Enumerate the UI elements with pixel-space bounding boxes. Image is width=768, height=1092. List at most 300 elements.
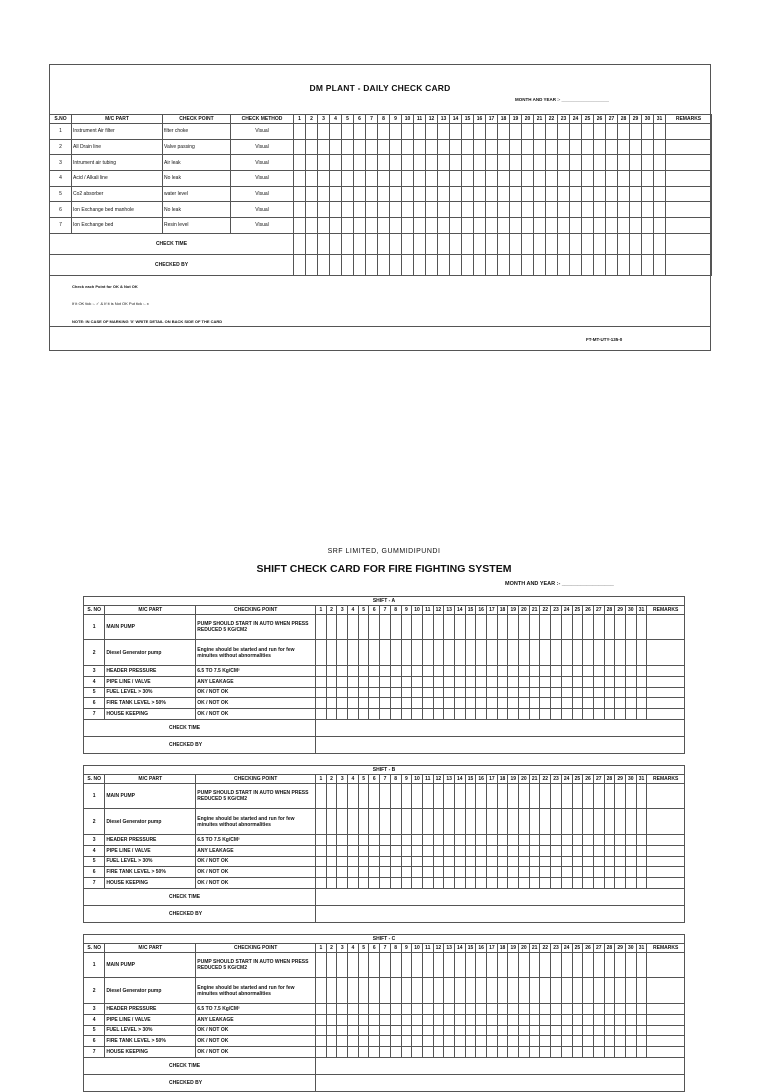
- day-cell: [593, 1036, 604, 1047]
- dm-header-row: [50, 115, 712, 124]
- day-cell: [561, 878, 572, 889]
- day-cell: [487, 784, 498, 809]
- day-cell: [474, 124, 486, 140]
- day-cell: [422, 1047, 433, 1058]
- day-cell: [540, 784, 551, 809]
- day-cell: [583, 867, 594, 878]
- day-cell: [654, 124, 666, 140]
- day-cell: [618, 233, 630, 254]
- day-cell: [534, 124, 546, 140]
- day-cell: [358, 1004, 369, 1015]
- day-cell: [348, 1025, 359, 1036]
- day-cell: [316, 878, 327, 889]
- day-cell: [380, 615, 391, 640]
- header-day: 14: [454, 944, 465, 953]
- day-cell: [508, 953, 519, 978]
- day-cell: [422, 1036, 433, 1047]
- day-cell: [337, 856, 348, 867]
- day-cell: [444, 856, 455, 867]
- day-cell: [390, 171, 402, 187]
- day-cell: [625, 666, 636, 677]
- day-cell: [462, 186, 474, 202]
- day-cell: [508, 1047, 519, 1058]
- day-cell: [354, 202, 366, 218]
- table-row: [84, 856, 685, 867]
- day-cell: [348, 953, 359, 978]
- day-cell: [625, 845, 636, 856]
- day-cell: [474, 186, 486, 202]
- row-sno: 2: [84, 978, 105, 1004]
- day-cell: [594, 254, 606, 275]
- day-cell: [551, 845, 562, 856]
- day-cell: [454, 709, 465, 720]
- table-row: [84, 615, 685, 640]
- day-cell: [561, 1014, 572, 1025]
- header-day: 8: [390, 944, 401, 953]
- day-cell: [454, 676, 465, 687]
- day-cell: [540, 867, 551, 878]
- day-cell: [462, 254, 474, 275]
- day-cell: [497, 1004, 508, 1015]
- day-cell: [462, 233, 474, 254]
- day-cell: [348, 845, 359, 856]
- day-cell: [497, 1025, 508, 1036]
- day-cell: [294, 171, 306, 187]
- day-cell: [510, 218, 522, 234]
- fire-month-year: MONTH AND YEAR :- _________________: [505, 581, 614, 587]
- day-cell: [636, 640, 647, 666]
- day-cell: [487, 809, 498, 835]
- day-cell: [465, 1014, 476, 1025]
- remarks-cell: [647, 845, 685, 856]
- day-cell: [582, 218, 594, 234]
- day-cell: [582, 254, 594, 275]
- day-cell: [636, 835, 647, 846]
- header-day: 5: [358, 606, 369, 615]
- day-cell: [625, 687, 636, 698]
- signoff-cell: [316, 905, 685, 922]
- remarks-cell: [647, 698, 685, 709]
- day-cell: [593, 856, 604, 867]
- day-cell: [561, 835, 572, 846]
- header-day: 6: [369, 944, 380, 953]
- day-cell: [519, 856, 530, 867]
- day-cell: [540, 640, 551, 666]
- table-row: [84, 698, 685, 709]
- day-cell: [348, 709, 359, 720]
- day-cell: [642, 171, 654, 187]
- day-cell: [401, 1025, 412, 1036]
- day-cell: [316, 845, 327, 856]
- header-day: 16: [476, 944, 487, 953]
- day-cell: [615, 878, 626, 889]
- day-cell: [487, 1014, 498, 1025]
- day-cell: [476, 1036, 487, 1047]
- header-day: 3: [337, 944, 348, 953]
- day-cell: [593, 978, 604, 1004]
- day-cell: [358, 809, 369, 835]
- day-cell: [546, 233, 558, 254]
- day-cell: [444, 687, 455, 698]
- day-cell: [380, 1036, 391, 1047]
- day-cell: [326, 1004, 337, 1015]
- day-cell: [465, 1036, 476, 1047]
- day-cell: [529, 615, 540, 640]
- shift-heading: SHIFT - C: [83, 934, 685, 943]
- day-cell: [487, 676, 498, 687]
- day-cell: [366, 139, 378, 155]
- day-cell: [316, 867, 327, 878]
- day-cell: [316, 953, 327, 978]
- day-cell: [358, 845, 369, 856]
- day-cell: [348, 1036, 359, 1047]
- day-cell: [476, 1004, 487, 1015]
- table-row: [50, 155, 712, 171]
- day-cell: [414, 202, 426, 218]
- day-cell: [572, 1004, 583, 1015]
- day-cell: [390, 953, 401, 978]
- day-cell: [486, 124, 498, 140]
- day-cell: [433, 953, 444, 978]
- day-cell: [510, 124, 522, 140]
- day-cell: [316, 1004, 327, 1015]
- day-cell: [625, 784, 636, 809]
- header-day: 29: [630, 115, 642, 124]
- header-remarks: REMARKS: [647, 775, 685, 784]
- remarks-cell: [666, 139, 712, 155]
- day-cell: [378, 155, 390, 171]
- day-cell: [522, 139, 534, 155]
- day-cell: [401, 1036, 412, 1047]
- row-checking-point: ANY LEAKAGE: [196, 845, 316, 856]
- day-cell: [476, 809, 487, 835]
- day-cell: [522, 124, 534, 140]
- header-remarks: REMARKS: [647, 944, 685, 953]
- day-cell: [433, 666, 444, 677]
- day-cell: [570, 254, 582, 275]
- day-cell: [625, 1004, 636, 1015]
- day-cell: [380, 1014, 391, 1025]
- day-cell: [604, 856, 615, 867]
- header-sno: S. NO: [84, 775, 105, 784]
- row-part: MAIN PUMP: [105, 784, 196, 809]
- day-cell: [369, 978, 380, 1004]
- remarks-cell: [647, 709, 685, 720]
- signoff-cell: [316, 719, 685, 736]
- day-cell: [476, 845, 487, 856]
- day-cell: [474, 139, 486, 155]
- day-cell: [414, 139, 426, 155]
- day-cell: [498, 171, 510, 187]
- day-cell: [519, 640, 530, 666]
- day-cell: [402, 171, 414, 187]
- day-cell: [412, 1036, 423, 1047]
- day-cell: [474, 171, 486, 187]
- day-cell: [358, 878, 369, 889]
- day-cell: [294, 124, 306, 140]
- day-cell: [401, 856, 412, 867]
- header-day: 13: [444, 606, 455, 615]
- day-cell: [615, 687, 626, 698]
- day-cell: [487, 1004, 498, 1015]
- day-cell: [401, 784, 412, 809]
- remarks-cell: [666, 155, 712, 171]
- day-cell: [318, 202, 330, 218]
- remarks-cell: [666, 186, 712, 202]
- day-cell: [551, 687, 562, 698]
- row-sno: 1: [84, 615, 105, 640]
- header-day: 25: [572, 944, 583, 953]
- day-cell: [583, 640, 594, 666]
- day-cell: [625, 978, 636, 1004]
- day-cell: [316, 640, 327, 666]
- day-cell: [654, 155, 666, 171]
- day-cell: [326, 1025, 337, 1036]
- checked-by-row: [84, 736, 685, 753]
- day-cell: [594, 124, 606, 140]
- header-day: 19: [508, 944, 519, 953]
- day-cell: [630, 254, 642, 275]
- day-cell: [462, 155, 474, 171]
- day-cell: [654, 171, 666, 187]
- day-cell: [369, 835, 380, 846]
- day-cell: [433, 687, 444, 698]
- day-cell: [604, 978, 615, 1004]
- day-cell: [625, 809, 636, 835]
- day-cell: [625, 709, 636, 720]
- day-cell: [414, 124, 426, 140]
- header-day: 29: [615, 775, 626, 784]
- day-cell: [454, 666, 465, 677]
- day-cell: [572, 978, 583, 1004]
- day-cell: [529, 978, 540, 1004]
- day-cell: [326, 809, 337, 835]
- remarks-cell: [647, 978, 685, 1004]
- day-cell: [369, 953, 380, 978]
- header-day: 31: [636, 944, 647, 953]
- day-cell: [465, 878, 476, 889]
- day-cell: [450, 202, 462, 218]
- day-cell: [615, 835, 626, 846]
- day-cell: [522, 186, 534, 202]
- day-cell: [529, 1036, 540, 1047]
- day-cell: [636, 856, 647, 867]
- day-cell: [529, 676, 540, 687]
- day-cell: [642, 254, 654, 275]
- day-cell: [426, 202, 438, 218]
- day-cell: [540, 1047, 551, 1058]
- checked-by-row: [50, 254, 712, 275]
- day-cell: [316, 1036, 327, 1047]
- day-cell: [380, 640, 391, 666]
- day-cell: [380, 784, 391, 809]
- day-cell: [572, 1014, 583, 1025]
- day-cell: [636, 867, 647, 878]
- day-cell: [540, 615, 551, 640]
- day-cell: [583, 953, 594, 978]
- day-cell: [583, 676, 594, 687]
- day-cell: [561, 709, 572, 720]
- day-cell: [630, 171, 642, 187]
- day-cell: [572, 867, 583, 878]
- remarks-cell: [647, 878, 685, 889]
- day-cell: [390, 233, 402, 254]
- day-cell: [465, 640, 476, 666]
- day-cell: [369, 1014, 380, 1025]
- day-cell: [529, 1025, 540, 1036]
- day-cell: [316, 809, 327, 835]
- day-cell: [422, 978, 433, 1004]
- shift-section: [83, 934, 685, 1092]
- day-cell: [454, 809, 465, 835]
- day-cell: [625, 676, 636, 687]
- day-cell: [380, 867, 391, 878]
- day-cell: [390, 845, 401, 856]
- day-cell: [583, 878, 594, 889]
- day-cell: [450, 124, 462, 140]
- day-cell: [454, 953, 465, 978]
- day-cell: [358, 867, 369, 878]
- day-cell: [606, 202, 618, 218]
- day-cell: [444, 878, 455, 889]
- day-cell: [465, 867, 476, 878]
- day-cell: [487, 867, 498, 878]
- day-cell: [604, 878, 615, 889]
- day-cell: [366, 155, 378, 171]
- day-cell: [594, 202, 606, 218]
- shift-heading: SHIFT - B: [83, 765, 685, 774]
- day-cell: [342, 124, 354, 140]
- day-cell: [546, 139, 558, 155]
- day-cell: [615, 1025, 626, 1036]
- day-cell: [306, 171, 318, 187]
- day-cell: [604, 666, 615, 677]
- day-cell: [433, 845, 444, 856]
- day-cell: [604, 1004, 615, 1015]
- day-cell: [337, 687, 348, 698]
- day-cell: [540, 666, 551, 677]
- day-cell: [402, 254, 414, 275]
- table-row: [84, 784, 685, 809]
- day-cell: [438, 218, 450, 234]
- day-cell: [636, 845, 647, 856]
- day-cell: [474, 233, 486, 254]
- day-cell: [454, 856, 465, 867]
- day-cell: [487, 1036, 498, 1047]
- header-day: 11: [422, 775, 433, 784]
- day-cell: [551, 1025, 562, 1036]
- day-cell: [412, 1025, 423, 1036]
- day-cell: [604, 640, 615, 666]
- day-cell: [593, 709, 604, 720]
- day-cell: [354, 233, 366, 254]
- day-cell: [522, 202, 534, 218]
- day-cell: [378, 254, 390, 275]
- day-cell: [594, 171, 606, 187]
- row-checking-point: 6.5 TO 7.5 Kg/CM²: [196, 835, 316, 846]
- day-cell: [476, 1025, 487, 1036]
- day-cell: [401, 687, 412, 698]
- day-cell: [534, 233, 546, 254]
- remarks-cell: [647, 809, 685, 835]
- row-check-point: No leak: [163, 171, 231, 187]
- day-cell: [508, 640, 519, 666]
- day-cell: [390, 1036, 401, 1047]
- row-checking-point: OK / NOT OK: [196, 867, 316, 878]
- day-cell: [604, 784, 615, 809]
- day-cell: [604, 676, 615, 687]
- day-cell: [326, 835, 337, 846]
- day-cell: [615, 845, 626, 856]
- fire-card-title: SHIFT CHECK CARD FOR FIRE FIGHTING SYSTEM: [256, 563, 512, 575]
- day-cell: [561, 640, 572, 666]
- day-cell: [529, 640, 540, 666]
- day-cell: [426, 155, 438, 171]
- day-cell: [294, 139, 306, 155]
- checked-by-row: [84, 1074, 685, 1091]
- day-cell: [534, 139, 546, 155]
- header-day: 21: [529, 606, 540, 615]
- day-cell: [348, 1004, 359, 1015]
- dm-card-title: DM PLANT - DAILY CHECK CARD: [309, 83, 451, 93]
- day-cell: [476, 615, 487, 640]
- day-cell: [454, 1014, 465, 1025]
- row-checking-point: Engine should be started and run for few minuites without abnormalities: [196, 978, 316, 1004]
- day-cell: [401, 676, 412, 687]
- header-day: 13: [444, 944, 455, 953]
- day-cell: [604, 698, 615, 709]
- header-day: 1: [294, 115, 306, 124]
- day-cell: [316, 1047, 327, 1058]
- day-cell: [615, 1047, 626, 1058]
- header-day: 28: [618, 115, 630, 124]
- day-cell: [316, 784, 327, 809]
- day-cell: [615, 867, 626, 878]
- day-cell: [422, 666, 433, 677]
- header-day: 13: [444, 775, 455, 784]
- day-cell: [337, 953, 348, 978]
- day-cell: [342, 254, 354, 275]
- row-part: FUEL LEVEL > 30%: [105, 1025, 196, 1036]
- day-cell: [519, 784, 530, 809]
- day-cell: [414, 233, 426, 254]
- day-cell: [519, 1047, 530, 1058]
- remarks-cell: [647, 1025, 685, 1036]
- day-cell: [465, 784, 476, 809]
- day-cell: [654, 254, 666, 275]
- header-day: 14: [454, 606, 465, 615]
- day-cell: [497, 1047, 508, 1058]
- day-cell: [519, 687, 530, 698]
- day-cell: [529, 1004, 540, 1015]
- day-cell: [572, 615, 583, 640]
- day-cell: [615, 709, 626, 720]
- day-cell: [604, 615, 615, 640]
- day-cell: [366, 218, 378, 234]
- day-cell: [306, 218, 318, 234]
- day-cell: [572, 953, 583, 978]
- table-row: [50, 124, 712, 140]
- day-cell: [593, 835, 604, 846]
- header-day: 18: [498, 115, 510, 124]
- header-day: 17: [487, 944, 498, 953]
- day-cell: [593, 615, 604, 640]
- day-cell: [529, 784, 540, 809]
- day-cell: [476, 709, 487, 720]
- header-checking-point: CHECKING POINT: [196, 944, 316, 953]
- header-checking-point: CHECKING POINT: [196, 606, 316, 615]
- day-cell: [615, 640, 626, 666]
